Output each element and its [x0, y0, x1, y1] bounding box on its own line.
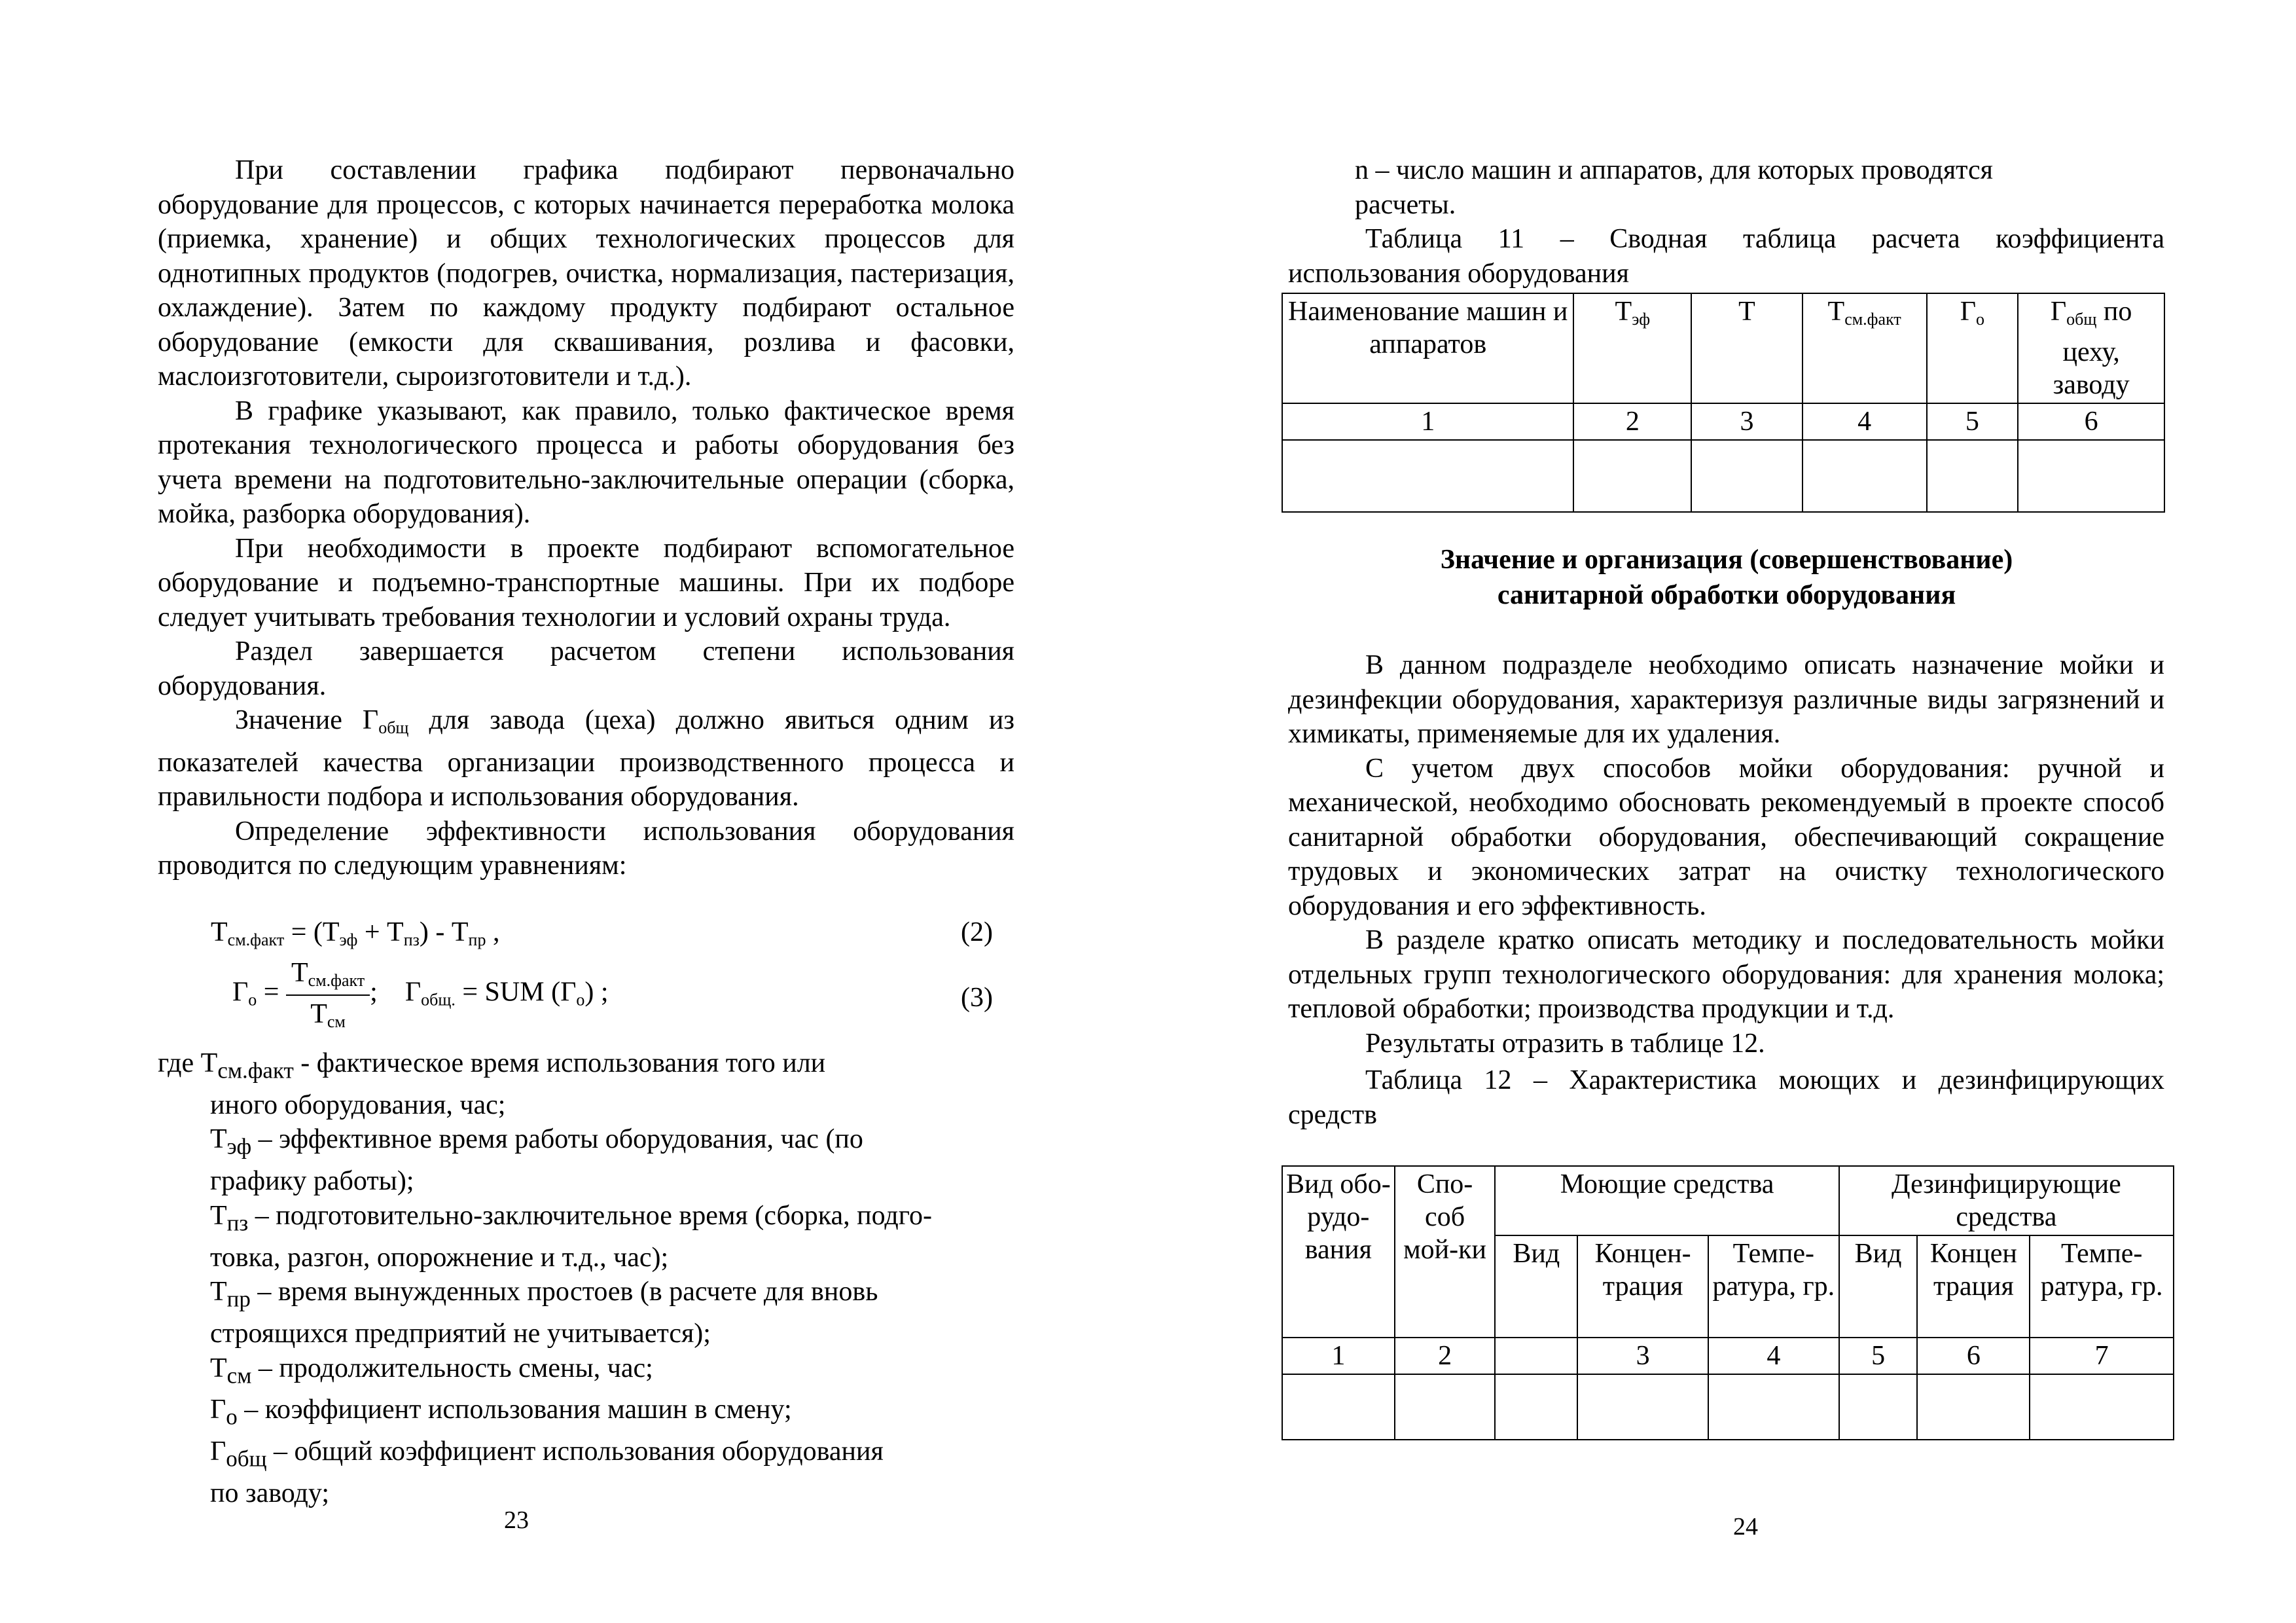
- table-header-cell: $Т_{см.факт}$: [1803, 293, 1927, 403]
- table-cell: [1395, 1374, 1496, 1440]
- table-header-cell: Концен трация: [1917, 1235, 2030, 1338]
- heading-line: Значение и организация (совершенствование): [1440, 545, 2013, 575]
- table-header-cell: $Т_{эф}$: [1573, 293, 1691, 403]
- table-cell: 7: [2030, 1338, 2174, 1374]
- paragraph: В данном подразделе необходимо описать назначение мойки и дезинфекции оборудования, характеризуя различные виды загрязнений и химикаты, применяемые для их удаления.: [1288, 650, 2164, 749]
- paragraph: Результаты отразить в таблице 12.: [1365, 1028, 1765, 1059]
- table-cell: [1282, 1374, 1395, 1440]
- table-cell: [1495, 1374, 1577, 1440]
- definition-cont: по заводу;: [210, 1478, 330, 1509]
- definition: $Т_{см}$ – продолжительность смены, час;: [210, 1353, 653, 1388]
- table-header-cell: Вид: [1495, 1235, 1577, 1338]
- table-cell: 5: [1927, 403, 2018, 440]
- paragraph: С учетом двух способов мойки оборудования: ручной и механической, необходимо обосновать рекомендуемый в проекте способ санитарной обработки оборудования, обеспечивающий сокращение трудовых и экономических затрат на очистку технологического оборудования и его эффективность.: [1288, 753, 2164, 921]
- table-cell: [2030, 1374, 2174, 1440]
- heading-line: санитарной обработки оборудования: [1497, 580, 1956, 610]
- table11-caption: Таблица 11 – Сводная таблица расчета коэффициента использования оборудования: [1288, 224, 2164, 289]
- table-cell: [1577, 1374, 1708, 1440]
- definition-cont: товка, разгон, опорожнение и т.д., час);: [210, 1242, 669, 1273]
- table-cell: [1282, 440, 1573, 512]
- table-12: [1282, 1165, 2174, 1440]
- table-cell: 6: [2018, 403, 2164, 440]
- table-cell: [1917, 1374, 2030, 1440]
- table-header-cell: Концен-трация: [1577, 1235, 1708, 1338]
- table-cell: [1708, 1374, 1839, 1440]
- definition: где $Т_{см.факт}$ - фактическое время использования того или: [158, 1048, 826, 1084]
- definition: $Г_{общ}$ – общий коэффициент использования оборудования: [210, 1436, 884, 1472]
- page-number: 24: [1733, 1513, 1758, 1541]
- table-header-cell: Темпе-ратура, гр.: [1708, 1235, 1839, 1338]
- table12-caption: Таблица 12 – Характеристика моющих и дезинфицирующих средств: [1288, 1065, 2164, 1130]
- table-cell: 4: [1708, 1338, 1839, 1374]
- table-group-header: Дезинфицирующие средства: [1839, 1166, 2174, 1235]
- table-cell: 4: [1803, 403, 1927, 440]
- table-row: [1282, 1374, 2174, 1440]
- table-header-cell: Вид обо-рудо-вания: [1282, 1166, 1395, 1338]
- table-cell: [1927, 440, 2018, 512]
- table-header-cell: $Г_{общ}$ по цеху, заводу: [2018, 293, 2164, 403]
- table-header-cell: Наименование машин и аппаратов: [1282, 293, 1573, 403]
- n-definition-cont: расчеты.: [1355, 189, 1456, 220]
- table-cell: 5: [1839, 1338, 1918, 1374]
- table-cell: 2: [1395, 1338, 1496, 1374]
- definition: $Т_{эф}$ – эффективное время работы оборудования, час (по: [210, 1124, 863, 1159]
- table12-caption-block: [1288, 1063, 2164, 1132]
- table-header-cell: Темпе-ратура, гр.: [2030, 1235, 2174, 1338]
- table-number-row: [1282, 403, 2164, 440]
- equation-number: (2): [961, 917, 993, 947]
- definition: $Т_{пз}$ – подготовительно-заключительное время (сборка, подго-: [210, 1200, 932, 1236]
- paragraph: В разделе кратко описать методику и последовательность мойки отдельных групп технологического оборудования: для хранения молока; тепловой обработки; производства продукции и т.д.: [1288, 925, 2164, 1024]
- table-cell: [1691, 440, 1803, 512]
- definition: $Т_{пр}$ – время вынужденных простоев (в расчете для вновь: [210, 1277, 878, 1312]
- table-cell: 6: [1917, 1338, 2030, 1374]
- section-heading: [1288, 542, 2165, 613]
- paragraph: Значение $Г_{общ}$ для завода (цеха) должно явиться одним из показателей качества организации производственного процесса и правильности подбора и использования оборудования.: [158, 705, 1014, 812]
- definition: $Г_о$ – коэффициент использования машин в смену;: [210, 1395, 792, 1430]
- n-definition: n – число машин и аппаратов, для которых проводятся: [1355, 155, 1993, 185]
- table-cell: [1839, 1374, 1918, 1440]
- table-header-cell: Вид: [1839, 1235, 1918, 1338]
- right-body-text: [1288, 648, 2164, 1061]
- table-header-row: [1282, 1166, 2174, 1235]
- table-cell: 3: [1691, 403, 1803, 440]
- page-number: 23: [504, 1506, 529, 1534]
- right-top-text: [1355, 153, 2164, 222]
- table-header-row: [1282, 293, 2164, 403]
- table-cell: [1495, 1338, 1577, 1374]
- table-cell: 1: [1282, 1338, 1395, 1374]
- fraction: $\frac{Т_{см.факт}}{Т_{см}}$: [286, 957, 370, 1032]
- paragraph: Определение эффективности использования оборудования проводится по следующим уравнениям:: [158, 816, 1014, 881]
- table-cell: [1803, 440, 1927, 512]
- table-group-header: Моющие средства: [1495, 1166, 1839, 1235]
- paragraph: Раздел завершается расчетом степени использования оборудования.: [158, 636, 1014, 701]
- paragraph: При необходимости в проекте подбирают вспомогательное оборудование и подъемно-транспортные машины. При их подборе следует учитывать требования технологии и условий охраны труда.: [158, 533, 1014, 632]
- equation-number: (3): [961, 983, 993, 1013]
- table-header-cell: $Г_о$: [1927, 293, 2018, 403]
- table-cell: [2018, 440, 2164, 512]
- table-11: [1282, 293, 2165, 513]
- table-cell: 3: [1577, 1338, 1708, 1374]
- table-cell: 2: [1573, 403, 1691, 440]
- table11-caption-block: [1288, 222, 2164, 291]
- table-number-row: [1282, 1338, 2174, 1374]
- table-cell: [1573, 440, 1691, 512]
- definition-cont: графику работы);: [210, 1166, 414, 1197]
- definitions-list: [158, 1046, 1022, 1511]
- definition-cont: иного оборудования, час;: [210, 1089, 506, 1120]
- table-header-cell: Т: [1691, 293, 1803, 403]
- paragraph: При составлении графика подбирают первоначально оборудование для процессов, с которых начинается переработка молока (приемка, хранение) и общих технологических процессов для однотипных продуктов (подогрев, очистка, нормализация, пастеризация, охлаждение). Затем по каждому продукту подбирают остальное оборудование (емкости для сквашивания, розлива и фасовки, маслоизготовители, сыроизготовители и т.д.).: [158, 155, 1014, 392]
- table-row: [1282, 440, 2164, 512]
- definition-cont: строящихся предприятий не учитывается);: [210, 1319, 711, 1349]
- table-header-cell: Спо-соб мой-ки: [1395, 1166, 1496, 1338]
- equation-2: $Т_{см.факт} = (Т_{эф} + Т_{пз}) - Т_{пр}$ ,: [211, 917, 500, 949]
- paragraph: В графике указывают, как правило, только фактическое время протекания технологического процесса и работы оборудования без учета времени на подготовительно-заключительные операции (сборка, мойка, разборка оборудования).: [158, 395, 1014, 529]
- equation-3: $Г_о$ = $\frac{Т_{см.факт}}{Т_{см}}$ ; $Г_{общ.}$ = SUM $(Г_о)$ ;: [232, 958, 609, 1031]
- left-body-text: [158, 153, 1014, 883]
- table-cell: 1: [1282, 403, 1573, 440]
